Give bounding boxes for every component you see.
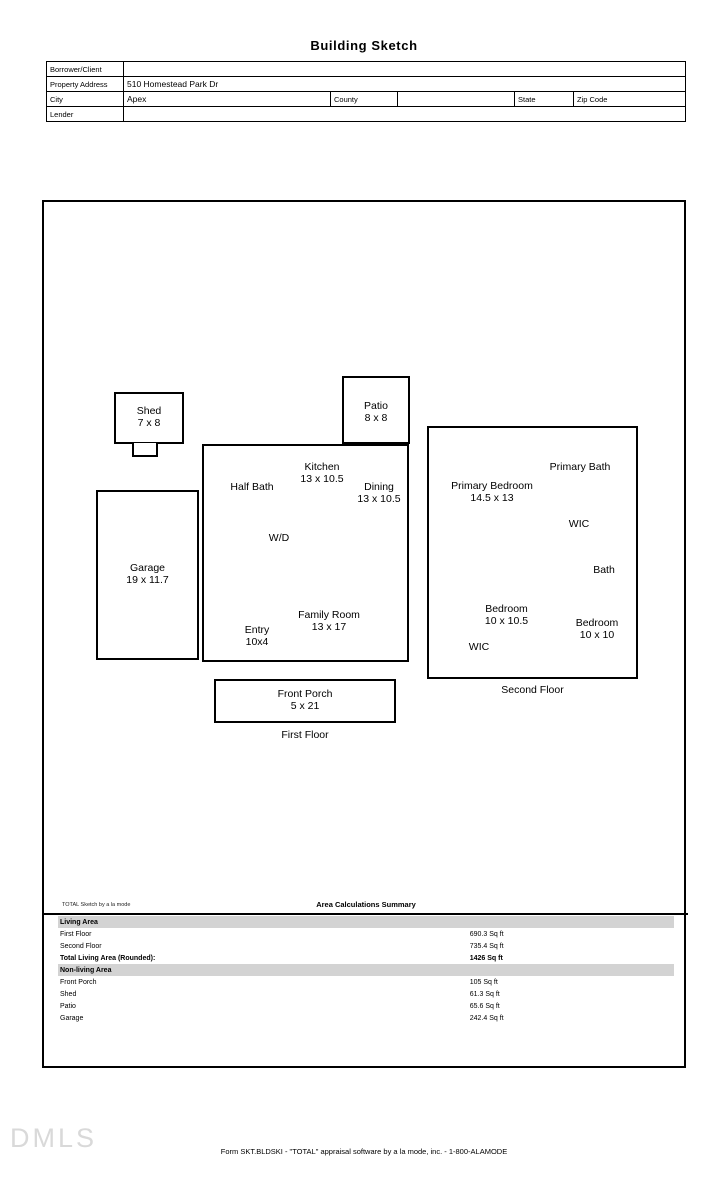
table-row-section: [58, 964, 674, 976]
area-section-heading-nonliving: Non-living Area: [58, 964, 674, 976]
room-label-wic-secondary: WIC: [468, 641, 490, 653]
room-label-patio: Patio 8 x 8: [364, 400, 388, 425]
table-row: [47, 92, 686, 107]
page-title: Building Sketch: [310, 38, 418, 53]
borrower-label: Borrower/Client: [47, 62, 124, 77]
lender-value: [124, 107, 686, 122]
room-label-half-bath: Half Bath: [230, 481, 274, 493]
room-label-primary-bath: Primary Bath: [549, 461, 611, 473]
area-calculations-table: [58, 916, 674, 1024]
area-row-label: Total Living Area (Rounded):: [60, 954, 156, 962]
property-address-label: Property Address: [47, 77, 124, 92]
table-row-section: [58, 916, 674, 928]
area-row-value: 690.3 Sq ft: [469, 930, 504, 938]
city-label: City: [47, 92, 124, 107]
county-label: County: [331, 92, 398, 107]
area-summary-rule-top: [44, 913, 688, 915]
table-row: [58, 940, 674, 952]
city-value: Apex: [124, 92, 331, 107]
zip-label: Zip Code: [574, 92, 686, 107]
second-floor-caption: Second Floor: [501, 684, 564, 696]
table-row: [47, 77, 686, 92]
table-row: [47, 62, 686, 77]
area-row-label: Patio: [60, 1002, 76, 1010]
watermark-logo: DMLS: [10, 1123, 98, 1153]
area-row-value: 1426 Sq ft: [469, 954, 503, 962]
room-label-family-room: Family Room 13 x 17: [298, 609, 360, 634]
borrower-value: [124, 62, 686, 77]
table-row-total: [58, 952, 674, 964]
room-label-bedroom-2: Bedroom 10 x 10: [575, 617, 619, 642]
state-label: State: [515, 92, 574, 107]
area-row-label: Second Floor: [60, 942, 102, 950]
table-row: [58, 988, 674, 1000]
room-label-front-porch: Front Porch 5 x 21: [277, 688, 333, 713]
area-row-value: 242.4 Sq ft: [469, 1014, 504, 1022]
property-info-table: [46, 61, 686, 122]
shed-step: [132, 443, 158, 457]
room-label-shed: Shed 7 x 8: [136, 405, 162, 430]
area-row-value: 735.4 Sq ft: [469, 942, 504, 950]
table-row: [58, 976, 674, 988]
area-row-label: Garage: [60, 1014, 84, 1022]
table-row: [58, 928, 674, 940]
table-row: [58, 1000, 674, 1012]
room-label-bath: Bath: [593, 564, 615, 576]
room-label-primary-bedroom: Primary Bedroom 14.5 x 13: [451, 480, 533, 505]
lender-label: Lender: [47, 107, 124, 122]
area-row-label: Front Porch: [60, 978, 97, 986]
area-section-heading-living: Living Area: [58, 916, 674, 928]
area-row-label: First Floor: [60, 930, 92, 938]
room-label-kitchen: Kitchen 13 x 10.5: [300, 461, 344, 486]
building-sketch-area: [42, 200, 686, 1068]
county-value: [398, 92, 515, 107]
room-label-dining: Dining 13 x 10.5: [357, 481, 401, 506]
room-label-garage: Garage 19 x 11.7: [126, 562, 169, 587]
area-row-value: 105 Sq ft: [469, 978, 498, 986]
area-row-value: 61.3 Sq ft: [469, 990, 500, 998]
area-summary-title: Area Calculations Summary: [316, 900, 416, 909]
property-address-value: 510 Homestead Park Dr: [124, 77, 686, 92]
area-row-label: Shed: [60, 990, 77, 998]
room-label-wic-primary: WIC: [568, 518, 590, 530]
area-row-value: 65.6 Sq ft: [469, 1002, 500, 1010]
room-label-wd: W/D: [268, 532, 290, 544]
first-floor-caption: First Floor: [281, 729, 329, 741]
footer-note: Form SKT.BLDSKI - "TOTAL" appraisal software by a la mode, inc. - 1-800-ALAMODE: [220, 1147, 508, 1156]
room-label-entry: Entry 10x4: [244, 624, 270, 649]
sketch-credit: TOTAL Sketch by a la mode: [62, 902, 131, 908]
room-label-bedroom-1: Bedroom 10 x 10.5: [484, 603, 529, 628]
table-row: [58, 1012, 674, 1024]
table-row: [47, 107, 686, 122]
